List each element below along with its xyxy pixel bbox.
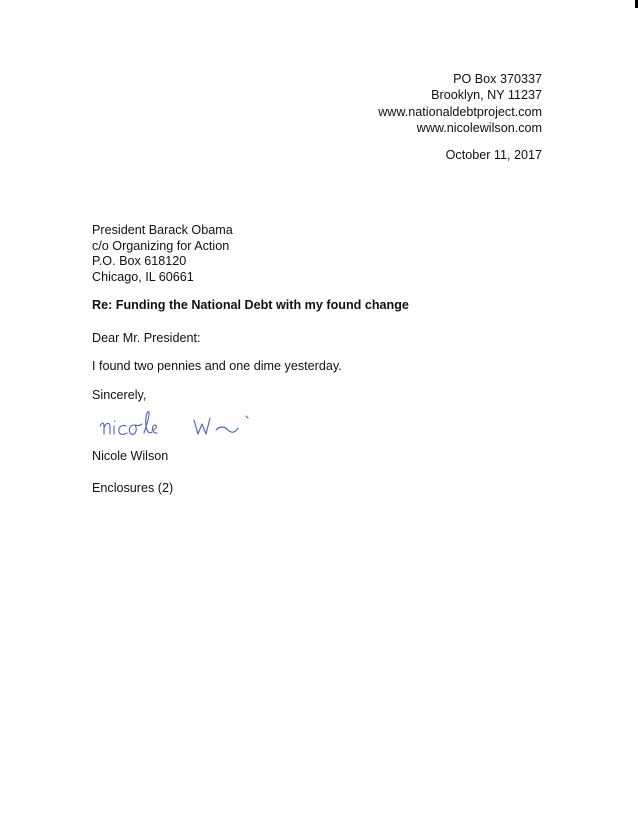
complimentary-close: Sincerely, xyxy=(92,388,147,402)
sender-website-personal: www.nicolewilson.com xyxy=(416,121,542,136)
letter-body: I found two pennies and one dime yesterday. xyxy=(92,359,342,373)
enclosures-note: Enclosures (2) xyxy=(92,481,174,495)
recipient-city-state-zip: Chicago, IL 60661 xyxy=(92,269,194,284)
recipient-address-block xyxy=(92,223,233,285)
subject-line: Re: Funding the National Debt with my found change xyxy=(92,298,409,312)
recipient-name: President Barack Obama xyxy=(92,223,233,237)
handwritten-signature xyxy=(96,404,266,444)
signer-name: Nicole Wilson xyxy=(92,449,169,463)
sender-website-national-debt: www.nationaldebtproject.com xyxy=(378,104,542,119)
sender-po-box: PO Box 370337 xyxy=(453,72,542,86)
sender-city-state-zip: Brooklyn, NY 11237 xyxy=(431,88,542,103)
recipient-po-box: P.O. Box 618120 xyxy=(92,254,187,269)
sender-address-block xyxy=(378,71,542,137)
letter-date: October 11, 2017 xyxy=(445,148,542,162)
salutation: Dear Mr. President: xyxy=(92,331,201,345)
recipient-organization: c/o Organizing for Action xyxy=(92,238,230,253)
